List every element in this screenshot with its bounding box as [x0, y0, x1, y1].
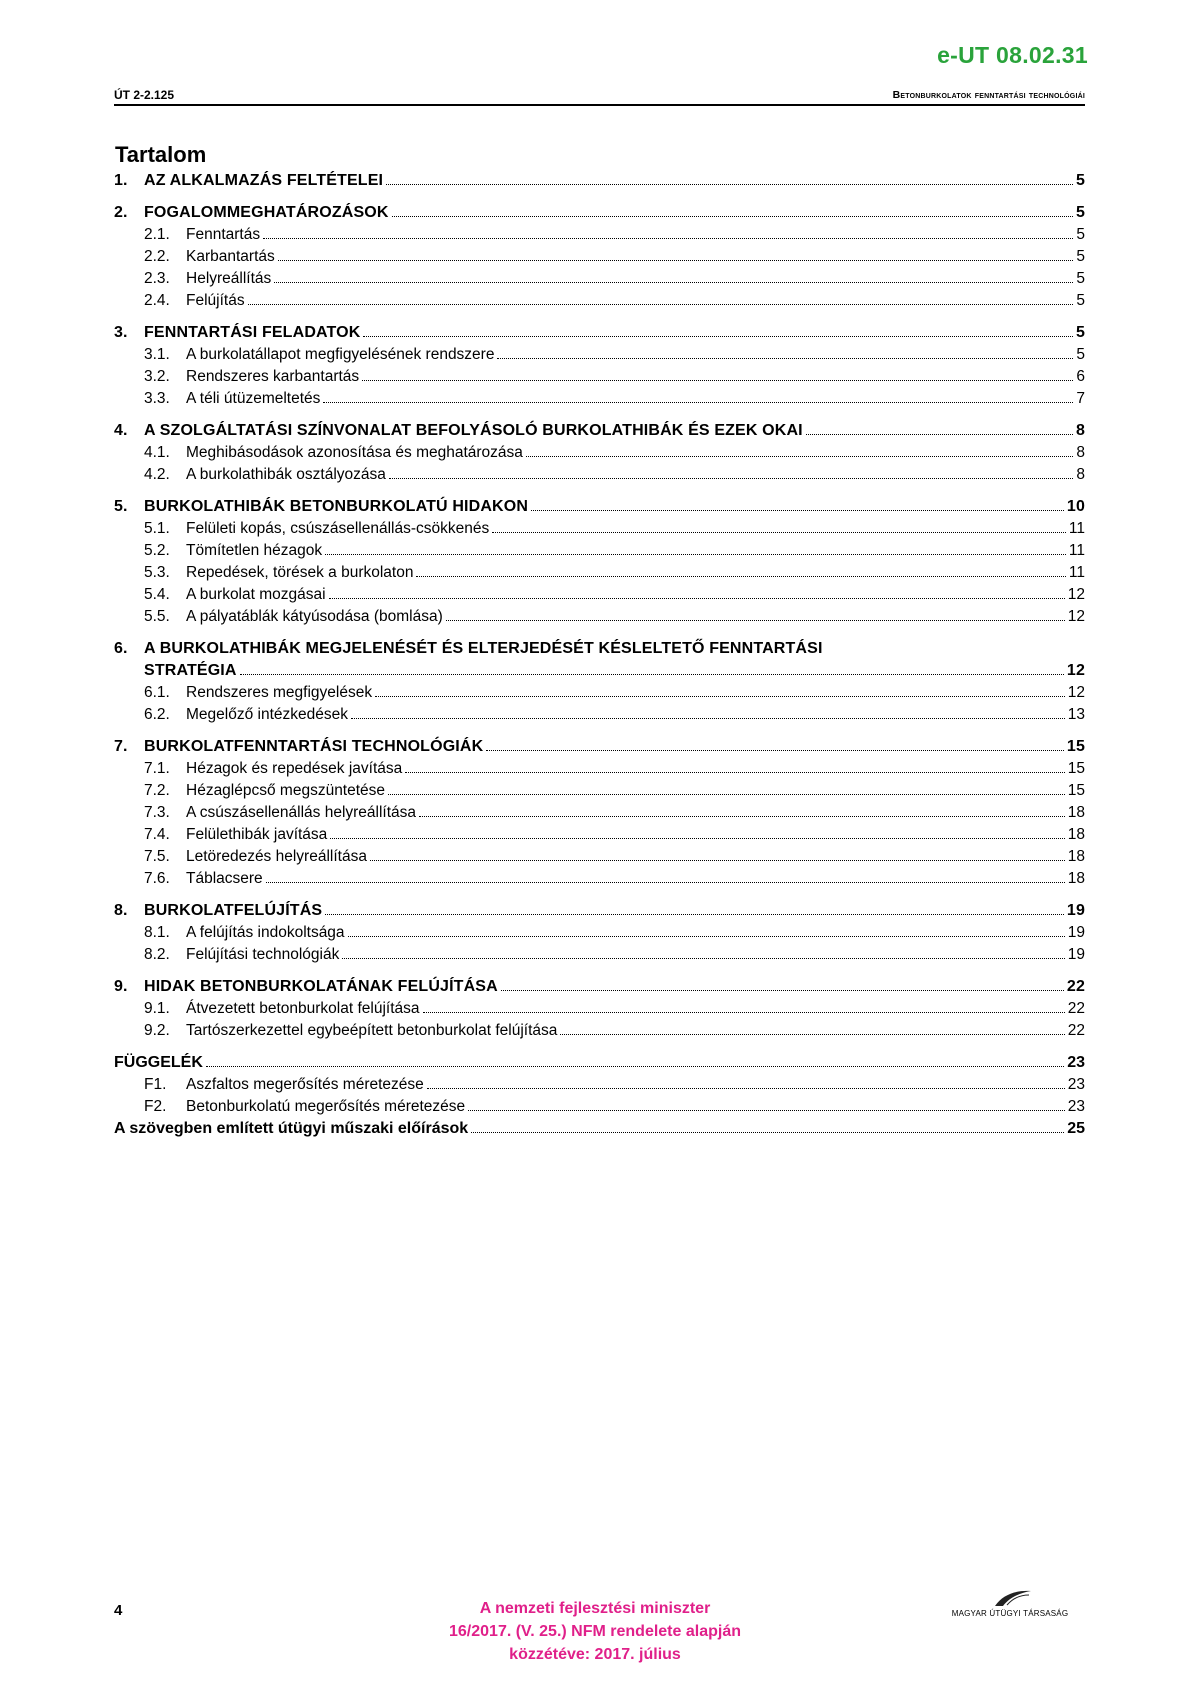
toc-entry-9-1[interactable]: 9.1. Átvezetett betonburkolat felújítása 22: [144, 1000, 1085, 1017]
toc-entry-4[interactable]: 4. A SZOLGÁLTATÁSI SZÍNVONALAT BEFOLYÁSOLÓ BURKOLATHIBÁK ÉS EZEK OKAI 8: [114, 422, 1085, 439]
dot-leader: [323, 402, 1073, 403]
toc-entry-3-1[interactable]: 3.1. A burkolatállapot megfigyelésének rendszere 5: [144, 346, 1085, 363]
toc-entry-2-1[interactable]: 2.1. Fenntartás 5: [144, 226, 1085, 243]
dot-leader: [492, 532, 1066, 533]
dot-leader: [263, 238, 1073, 239]
toc-entry-2-4[interactable]: 2.4. Felújítás 5: [144, 292, 1085, 309]
dot-leader: [486, 750, 1064, 751]
decree-note: [360, 1597, 830, 1666]
dot-leader: [419, 816, 1065, 817]
dot-leader: [526, 456, 1073, 457]
toc-entry-f1[interactable]: F1. Aszfaltos megerősítés méretezése 23: [144, 1076, 1085, 1093]
toc-entry-5-3[interactable]: 5.3. Repedések, törések a burkolaton 11: [144, 564, 1085, 581]
dot-leader: [240, 674, 1064, 675]
toc-entry-4-1[interactable]: 4.1. Meghibásodások azonosítása és meghatározása 8: [144, 444, 1085, 461]
dot-leader: [501, 990, 1064, 991]
document-code: e-UT 08.02.31: [937, 42, 1088, 68]
toc-entry-5[interactable]: 5. BURKOLATHIBÁK BETONBURKOLATÚ HIDAKON 10: [114, 498, 1085, 515]
dot-leader: [325, 914, 1064, 915]
dot-leader: [531, 510, 1064, 511]
toc-entry-4-2[interactable]: 4.2. A burkolathibák osztályozása 8: [144, 466, 1085, 483]
toc-entry-9[interactable]: 9. HIDAK BETONBURKOLATÁNAK FELÚJÍTÁSA 22: [114, 978, 1085, 995]
dot-leader: [471, 1132, 1064, 1133]
dot-leader: [392, 216, 1073, 217]
dot-leader: [363, 336, 1072, 337]
standard-number: ÚT 2-2.125: [114, 88, 175, 102]
toc-entry-8[interactable]: 8. BURKOLATFELÚJÍTÁS 19: [114, 902, 1085, 919]
toc-entry-2-3[interactable]: 2.3. Helyreállítás 5: [144, 270, 1085, 287]
toc-entry-9-2[interactable]: 9.2. Tartószerkezettel egybeépített betonburkolat felújítása 22: [144, 1022, 1085, 1039]
toc-entry-7[interactable]: 7. BURKOLATFENNTARTÁSI TECHNOLÓGIÁK 15: [114, 738, 1085, 755]
dot-leader: [342, 958, 1064, 959]
page-number: 4: [114, 1602, 123, 1619]
dot-leader: [427, 1088, 1065, 1089]
toc-entry-6-line1[interactable]: 6. A BURKOLATHIBÁK MEGJELENÉSÉT ÉS ELTERJEDÉSÉT KÉSLELTETŐ FENNTARTÁSI: [114, 640, 823, 657]
dot-leader: [497, 358, 1073, 359]
dot-leader: [362, 380, 1073, 381]
toc-entry-appendix[interactable]: FÜGGELÉK 23: [114, 1054, 1085, 1071]
toc-entry-6[interactable]: STRATÉGIA 12: [144, 662, 1085, 679]
society-logo: [935, 1588, 1085, 1618]
dot-leader: [325, 554, 1066, 555]
dot-leader: [274, 282, 1073, 283]
dot-leader: [351, 718, 1065, 719]
header-rule: [114, 104, 1085, 106]
dot-leader: [468, 1110, 1065, 1111]
dot-leader: [405, 772, 1064, 773]
dot-leader: [266, 882, 1065, 883]
toc-entry-5-4[interactable]: 5.4. A burkolat mozgásai 12: [144, 586, 1085, 603]
toc-entry-7-4[interactable]: 7.4. Felülethibák javítása 18: [144, 826, 1085, 843]
toc-entry-7-3[interactable]: 7.3. A csúszásellenállás helyreállítása 18: [144, 804, 1085, 821]
toc-title: Tartalom: [115, 142, 207, 167]
toc-entry-3-3[interactable]: 3.3. A téli útüzemeltetés 7: [144, 390, 1085, 407]
toc-entry-7-6[interactable]: 7.6. Táblacsere 18: [144, 870, 1085, 887]
dot-leader: [375, 696, 1065, 697]
dot-leader: [806, 434, 1073, 435]
toc-entry-5-5[interactable]: 5.5. A pályatáblák kátyúsodása (bomlása) 12: [144, 608, 1085, 625]
toc-entry-7-2[interactable]: 7.2. Hézaglépcső megszüntetése 15: [144, 782, 1085, 799]
toc-entry-8-1[interactable]: 8.1. A felújítás indokoltsága 19: [144, 924, 1085, 941]
dot-leader: [248, 304, 1074, 305]
toc-entry-1[interactable]: 1. AZ ALKALMAZÁS FELTÉTELEI 5: [114, 172, 1085, 189]
toc-entry-f2[interactable]: F2. Betonburkolatú megerősítés méretezése 23: [144, 1098, 1085, 1115]
dot-leader: [386, 184, 1073, 185]
road-swoosh-icon: [993, 1588, 1033, 1608]
decree-line-3: közzétéve: 2017. július: [509, 1646, 681, 1663]
toc-entry-6-2[interactable]: 6.2. Megelőző intézkedések 13: [144, 706, 1085, 723]
toc-entry-2[interactable]: 2. FOGALOMMEGHATÁROZÁSOK 5: [114, 204, 1085, 221]
toc-entry-7-1[interactable]: 7.1. Hézagok és repedések javítása 15: [144, 760, 1085, 777]
dot-leader: [416, 576, 1065, 577]
toc-entry-3-2[interactable]: 3.2. Rendszeres karbantartás 6: [144, 368, 1085, 385]
dot-leader: [388, 794, 1065, 795]
dot-leader: [206, 1066, 1064, 1067]
toc-entry-references[interactable]: A szövegben említett útügyi műszaki előírások 25: [114, 1120, 1085, 1137]
dot-leader: [423, 1012, 1065, 1013]
toc-entry-7-5[interactable]: 7.5. Letöredezés helyreállítása 18: [144, 848, 1085, 865]
toc-entry-8-2[interactable]: 8.2. Felújítási technológiák 19: [144, 946, 1085, 963]
dot-leader: [446, 620, 1065, 621]
dot-leader: [278, 260, 1074, 261]
dot-leader: [370, 860, 1065, 861]
logo-text: MAGYAR ÚTÜGYI TÁRSASÁG: [951, 1609, 1069, 1618]
decree-line-1: A nemzeti fejlesztési miniszter: [479, 1600, 711, 1617]
dot-leader: [348, 936, 1065, 937]
toc-entry-2-2[interactable]: 2.2. Karbantartás 5: [144, 248, 1085, 265]
toc-entry-5-2[interactable]: 5.2. Tömítetlen hézagok 11: [144, 542, 1085, 559]
dot-leader: [560, 1034, 1064, 1035]
toc-entry-5-1[interactable]: 5.1. Felületi kopás, csúszásellenállás-csökkenés 11: [144, 520, 1085, 537]
running-title: Betonburkolatok fenntartási technológiái: [892, 89, 1085, 101]
dot-leader: [330, 838, 1064, 839]
dot-leader: [389, 478, 1073, 479]
toc-entry-3[interactable]: 3. FENNTARTÁSI FELADATOK 5: [114, 324, 1085, 341]
decree-line-2: 16/2017. (V. 25.) NFM rendelete alapján: [449, 1623, 741, 1640]
dot-leader: [329, 598, 1065, 599]
toc-entry-6-1[interactable]: 6.1. Rendszeres megfigyelések 12: [144, 684, 1085, 701]
